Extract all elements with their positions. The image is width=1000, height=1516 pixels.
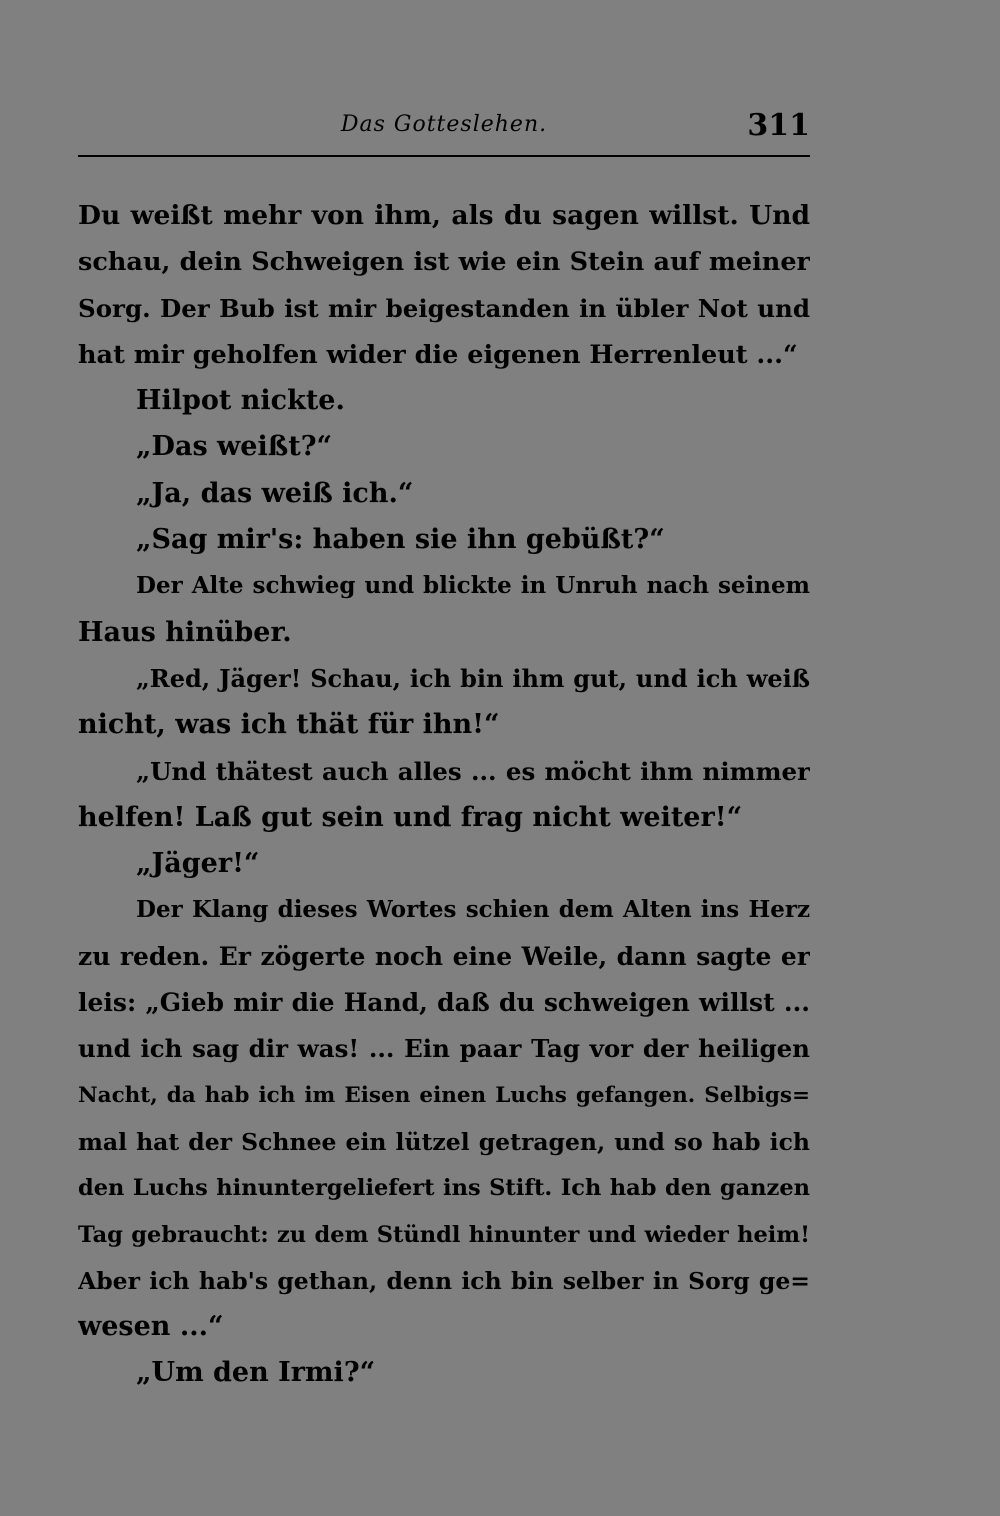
text-line: Nacht, da hab ich im Eisen einen Luchs gefangen. Selbigs= [78,1082,810,1108]
text-line: „Ja, das weiß ich.“ [136,477,414,509]
text-line: „Und thätest auch alles ... es möcht ihm nimmer [136,756,810,786]
text-line: „Das weißt?“ [136,431,333,463]
text-line: Haus hinüber. [78,616,292,648]
body-text [78,193,810,1397]
page-header [78,108,810,152]
text-line: helfen! Laß gut sein und frag nicht weiter!“ [78,801,743,833]
text-line: „Um den Irmi?“ [136,1357,376,1389]
text-line: hat mir geholfen wider die eigenen Herrenleut ...“ [78,339,798,370]
text-line: Aber ich hab's gethan, denn ich bin selber in Sorg ge= [78,1266,810,1295]
text-line: „Sag mir's: haben sie ihn gebüßt?“ [136,524,665,556]
text-line: nicht, was ich thät für ihn!“ [78,709,500,741]
text-line: zu reden. Er zögerte noch eine Weile, dann sagte er [78,941,810,971]
text-line: den Luchs hinuntergeliefert ins Stift. Ich hab den ganzen [78,1175,810,1202]
text-line: mal hat der Schnee ein lützel getragen, und so hab ich [78,1127,810,1156]
running-title: Das Gotteslehen. [340,112,548,137]
text-line: und ich sag dir was! ... Ein paar Tag vor der heiligen [78,1034,810,1064]
page-number: 311 [747,108,810,143]
text-line: schau, dein Schweigen ist wie ein Stein auf meiner [78,247,810,278]
text-line: Der Alte schwieg und blickte in Unruh nach seinem [136,572,810,600]
text-line: leis: „Gieb mir die Hand, daß du schweigen willst ... [78,988,810,1018]
text-line: wesen ...“ [78,1311,224,1343]
text-line: Du weißt mehr von ihm, als du sagen willst. Und [78,200,810,231]
text-line: Der Klang dieses Wortes schien dem Alten ins Herz [136,896,810,924]
text-line: „Red, Jäger! Schau, ich bin ihm gut, und ich weiß [136,663,810,693]
text-line: Tag gebraucht: zu dem Stündl hinunter und wieder heim! [78,1221,810,1248]
text-line: „Jäger!“ [136,848,260,880]
header-rule [78,155,810,157]
text-line: Hilpot nickte. [136,385,345,417]
text-line: Sorg. Der Bub ist mir beigestanden in übler Not und [78,293,810,323]
